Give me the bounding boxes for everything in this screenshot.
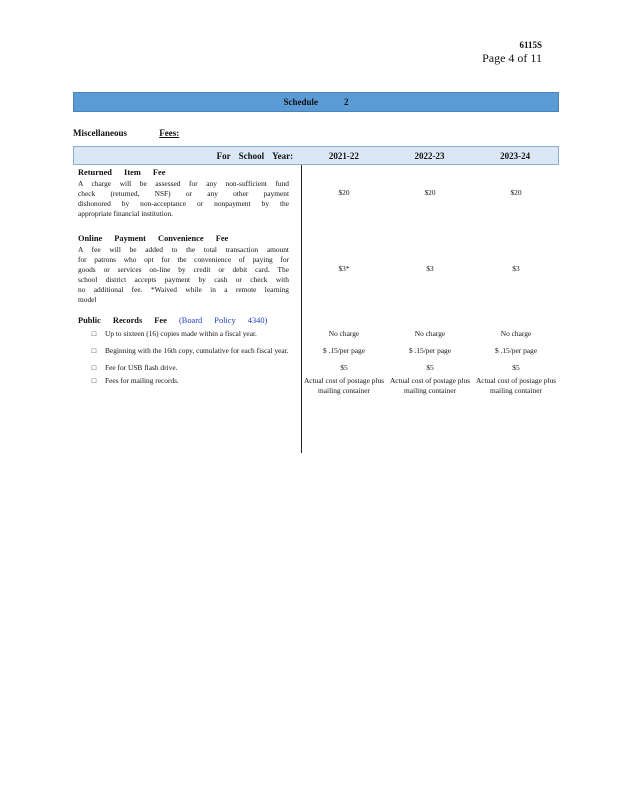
online-payment-value-2: $3 [426,264,434,273]
returned-item-line-3: dishonored by non-acceptance or nonpayment by the [78,199,289,208]
schedule-label: Schedule [283,97,318,107]
public-records-item-1-value-2: No charge [414,329,446,338]
online-payment-value-1: $3* [338,264,350,273]
public-records-description [73,315,301,327]
checkbox-icon: □ [91,363,97,372]
returned-item-line-4: appropriate financial institution. [78,209,174,218]
public-records-item-4-text: Fees for mailing records. [105,376,179,385]
returned-item-line-2: check (returned, NSF) or any other payment [78,189,289,198]
online-payment-value-3: $3 [512,264,520,273]
header-year-2: 2022-23 [414,150,445,161]
public-records-item-1-value-1: No charge [328,329,360,338]
public-records-title: Public Records Fee [78,316,167,325]
public-records-item-1-value-3: No charge [500,329,532,338]
online-payment-line-5: no additional fee. *Waived while in a remote learning [78,285,289,294]
table-header [73,146,559,165]
online-payment-line-4: school district accepts payment by cash or check with [78,275,289,284]
public-records-item-4-value-2: Actual cost of postage plus mailing container [389,376,471,395]
online-payment-line-3: goods or services on-line by credit or debit card. The [78,265,289,274]
schedule-number: 2 [344,97,349,107]
returned-item-value-2: $20 [424,188,436,197]
public-records-item-1 [73,327,559,339]
table-body [73,165,559,396]
returned-item-name: Returned Item Fee [78,168,166,177]
schedule-banner [73,92,559,112]
section-title [73,128,179,138]
returned-item-description [73,167,301,219]
section-title-part1: Miscellaneous [73,128,127,138]
header-year-3: 2023-24 [500,150,531,161]
public-records-item-3-value-2: $5 [426,363,434,372]
returned-item-value-1: $20 [338,188,350,197]
fee-table [73,146,559,396]
returned-item-line-1: A charge will be assessed for any non-sufficient fund [78,179,289,188]
online-payment-line-1: A fee will be added to the total transaction amount [78,245,289,254]
table-row-public-records [73,305,559,327]
public-records-item-3-value-1: $5 [340,363,348,372]
header-school-year-label: For School Year: [216,150,294,161]
header-year-1: 2021-22 [328,150,359,161]
checkbox-icon: □ [91,329,97,338]
table-row-returned-item [73,165,559,219]
public-records-item-4-value-3: Actual cost of postage plus mailing container [475,376,557,395]
public-records-item-4 [73,373,559,396]
public-records-item-3 [73,356,559,373]
public-records-item-1-text: Up to sixteen (16) copies made within a fiscal year. [105,329,257,338]
public-records-name [78,315,289,327]
table-row-online-payment [73,219,559,305]
public-records-item-2 [73,339,559,356]
public-records-item-2-value-2: $ .15/per page [408,346,452,355]
online-payment-line-2: for patrons who opt for the convenience of paying for [78,255,289,264]
board-policy-link[interactable]: (Board Policy 4340) [178,316,268,325]
public-records-item-4-value-1: Actual cost of postage plus mailing container [303,376,385,395]
online-payment-description [73,233,301,305]
public-records-item-3-value-3: $5 [512,363,520,372]
page-header [482,40,542,65]
online-payment-line-6: model [78,295,97,304]
policy-number: 6115S [519,40,542,50]
returned-item-value-3: $20 [510,188,522,197]
online-payment-name: Online Payment Convenience Fee [78,234,229,243]
public-records-item-2-value-3: $ .15/per page [494,346,538,355]
column-divider [301,165,302,453]
page-number: Page 4 of 11 [482,51,542,65]
checkbox-icon: □ [91,376,97,385]
checkbox-icon: □ [91,346,97,355]
public-records-item-3-text: Fee for USB flash drive. [105,363,178,372]
public-records-item-2-value-1: $ .15/per page [322,346,366,355]
public-records-item-2-text: Beginning with the 16th copy, cumulative for each fiscal year. [105,346,289,355]
section-title-part2: Fees: [159,128,180,138]
